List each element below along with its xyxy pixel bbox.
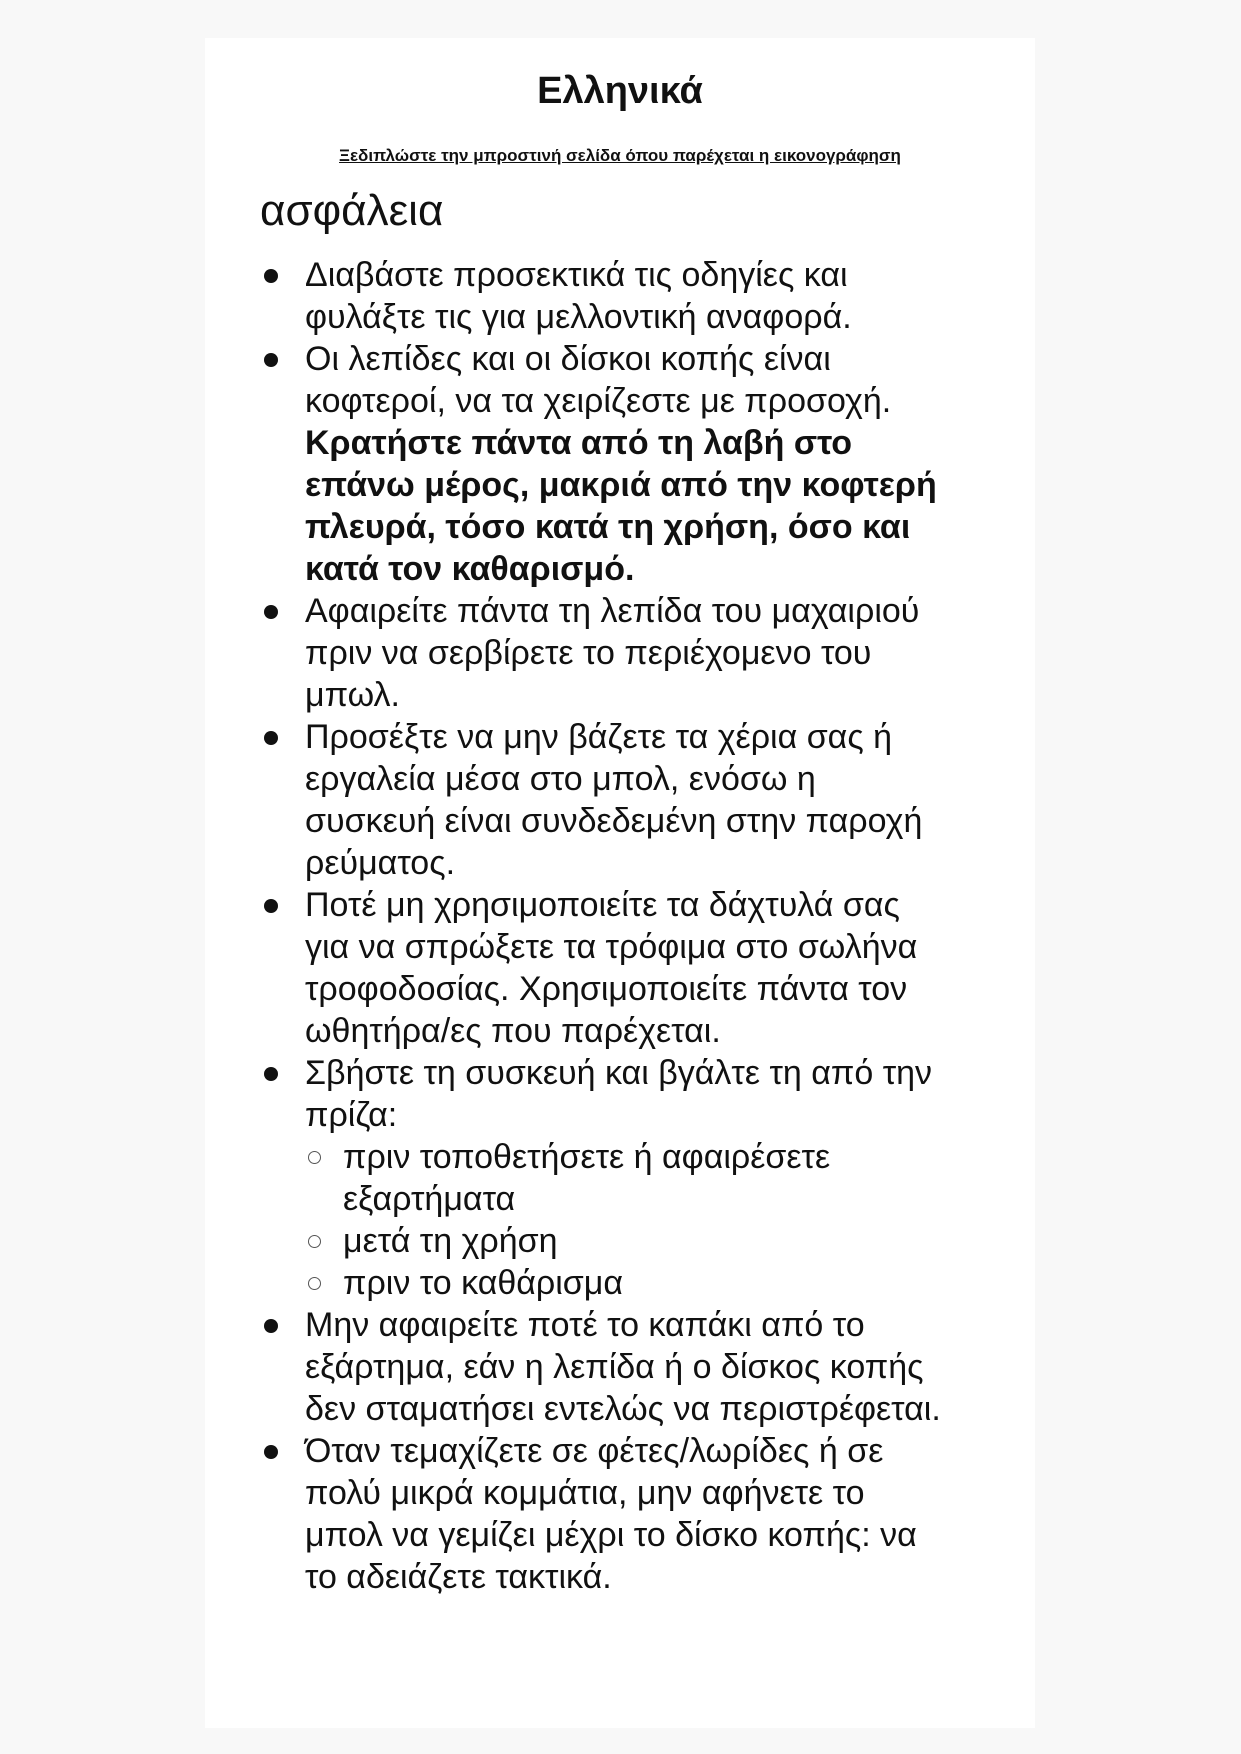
circle-bullet-icon xyxy=(308,1277,321,1290)
item-text: Σβήστε τη συσκευή και βγάλτε τη από την πρίζα: xyxy=(305,1054,933,1134)
item-text: Ποτέ μη χρησιμοποιείτε τα δάχτυλά σας για να σπρώξετε τα τρόφιμα στο σωλήνα τροφοδοσίας. Χρησιμοποιείτε πάντα τον ωθητήρα/ες που παρέχεται. xyxy=(305,886,918,1050)
sub-item-text: πριν τοποθετήσετε ή αφαιρέσετε εξαρτήματα xyxy=(343,1138,831,1218)
language-title: Ελληνικά xyxy=(537,70,703,112)
sub-item-text: μετά τη χρήση xyxy=(343,1222,558,1260)
circle-bullet-icon xyxy=(308,1235,321,1248)
item-text: Μην αφαιρείτε ποτέ το καπάκι από το εξάρτημα, εάν η λεπίδα ή ο δίσκος κοπής δεν σταματήσει εντελώς να περιστρέφεται. xyxy=(305,1306,941,1428)
sub-list xyxy=(305,1136,943,1304)
item-text: Οι λεπίδες και οι δίσκοι κοπής είναι κοφτεροί, να τα χειρίζεστε με προσοχή. xyxy=(305,340,892,420)
circle-bullet-icon xyxy=(308,1151,321,1164)
list-item xyxy=(263,884,943,1052)
illustration-instruction: Ξεδιπλώστε την μπροστινή σελίδα όπου παρέχεται η εικονογράφηση xyxy=(339,146,901,165)
item-text: Διαβάστε προσεκτικά τις οδηγίες και φυλάξτε τις για μελλοντική αναφορά. xyxy=(305,256,852,336)
item-text: Προσέξτε να μην βάζετε τα χέρια σας ή εργαλεία μέσα στο μπολ, ενόσω η συσκευή είναι συνδεδεμένη στην παροχή ρεύματος. xyxy=(305,718,923,882)
sub-list-item xyxy=(305,1136,943,1220)
bullet-icon xyxy=(264,269,278,283)
bullet-icon xyxy=(264,731,278,745)
bullet-icon xyxy=(264,1067,278,1081)
item-text: Όταν τεμαχίζετε σε φέτες/λωρίδες ή σε πολύ μικρά κομμάτια, μην αφήνετε το μπολ να γεμίζει μέχρι το δίσκο κοπής: να το αδειάζετε τακτικά. xyxy=(305,1432,917,1596)
list-item xyxy=(263,590,943,716)
list-item xyxy=(263,1304,943,1430)
sub-list-item xyxy=(305,1220,943,1262)
list-item xyxy=(263,338,943,590)
bullet-icon xyxy=(264,1445,278,1459)
item-text: Αφαιρείτε πάντα τη λεπίδα του μαχαιριού πριν να σερβίρετε το περιέχομενο του μπωλ. xyxy=(305,592,920,714)
bullet-icon xyxy=(264,1319,278,1333)
sub-list-item xyxy=(305,1262,943,1304)
bullet-icon xyxy=(264,605,278,619)
list-item xyxy=(263,254,943,338)
list-item xyxy=(263,716,943,884)
document-page xyxy=(205,38,1035,1728)
item-bold-text: Κρατήστε πάντα από τη λαβή στο επάνω μέρος, μακριά από την κοφτερή πλευρά, τόσο κατά τη χρήση, όσο και κατά τον καθαρισμό. xyxy=(305,424,937,588)
bullet-icon xyxy=(264,899,278,913)
bullet-icon xyxy=(264,353,278,367)
list-item xyxy=(263,1430,943,1598)
list-item xyxy=(263,1052,943,1304)
sub-item-text: πριν το καθάρισμα xyxy=(343,1264,624,1302)
safety-list xyxy=(263,254,943,1598)
safety-heading: ασφάλεια xyxy=(260,186,444,235)
